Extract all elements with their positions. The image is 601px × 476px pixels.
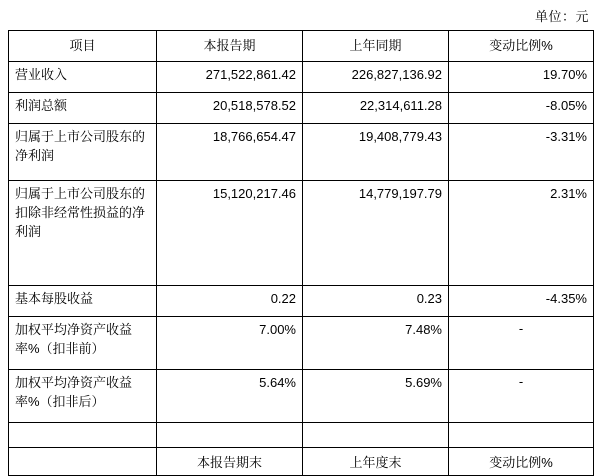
row-label: 利润总额 (9, 93, 157, 124)
row-previous-value (303, 423, 449, 448)
row-current-value: 15,120,217.46 (157, 181, 303, 286)
header-previous-period: 上年同期 (303, 31, 449, 62)
row-previous-value: 14,779,197.79 (303, 181, 449, 286)
table-row (9, 93, 594, 124)
row-previous-value: 0.23 (303, 286, 449, 317)
next-header-item (9, 448, 157, 476)
financial-summary-table (8, 30, 594, 476)
row-current-value: 20,518,578.52 (157, 93, 303, 124)
table-row-cut-off (9, 448, 594, 476)
header-item: 项目 (9, 31, 157, 62)
next-header-previous: 上年度末 (303, 448, 449, 476)
table-row (9, 286, 594, 317)
row-label (9, 423, 157, 448)
row-change-value: -4.35% (449, 286, 594, 317)
table-row (9, 62, 594, 93)
table-header-row (9, 31, 594, 62)
row-current-value: 18,766,654.47 (157, 124, 303, 181)
row-label: 基本每股收益 (9, 286, 157, 317)
next-header-current: 本报告期末 (157, 448, 303, 476)
row-change-value: 2.31% (449, 181, 594, 286)
row-previous-value: 19,408,779.43 (303, 124, 449, 181)
row-label: 加权平均净资产收益率%（扣非前） (9, 317, 157, 370)
next-header-change: 变动比例% (449, 448, 594, 476)
header-change-ratio: 变动比例% (449, 31, 594, 62)
table-row (9, 370, 594, 423)
row-change-value: 19.70% (449, 62, 594, 93)
header-current-period: 本报告期 (157, 31, 303, 62)
row-current-value: 5.64% (157, 370, 303, 423)
row-previous-value: 22,314,611.28 (303, 93, 449, 124)
row-change-value (449, 423, 594, 448)
row-current-value: 271,522,861.42 (157, 62, 303, 93)
row-change-value: -3.31% (449, 124, 594, 181)
row-change-value: - (449, 370, 594, 423)
table-row (9, 317, 594, 370)
row-current-value: 0.22 (157, 286, 303, 317)
table-row (9, 124, 594, 181)
row-previous-value: 226,827,136.92 (303, 62, 449, 93)
table-row (9, 181, 594, 286)
row-label: 归属于上市公司股东的扣除非经常性损益的净利润 (9, 181, 157, 286)
row-current-value (157, 423, 303, 448)
row-change-value: - (449, 317, 594, 370)
row-previous-value: 5.69% (303, 370, 449, 423)
row-change-value: -8.05% (449, 93, 594, 124)
row-label: 归属于上市公司股东的净利润 (9, 124, 157, 181)
row-previous-value: 7.48% (303, 317, 449, 370)
unit-note: 单位：元 (534, 9, 589, 24)
row-label: 营业收入 (9, 62, 157, 93)
row-current-value: 7.00% (157, 317, 303, 370)
row-label: 加权平均净资产收益率%（扣非后） (9, 370, 157, 423)
table-row-partial (9, 423, 594, 448)
